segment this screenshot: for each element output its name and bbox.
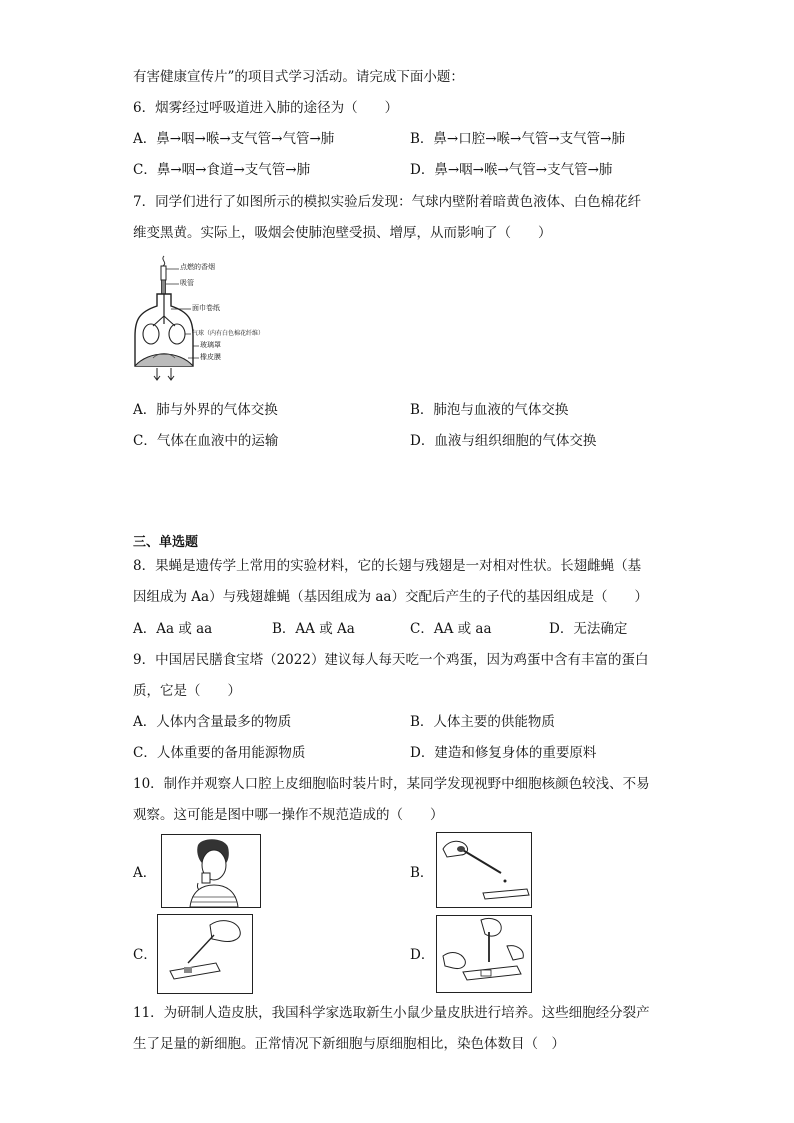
question-10-stem-line-2: 观察。这可能是图中哪一操作不规范造成的（ ）: [133, 807, 444, 823]
q9-option-a: A．人体内含量最多的物质: [133, 714, 292, 730]
q6-option-b: B．鼻→口腔→喉→气管→支气管→肺: [410, 131, 625, 147]
q8-option-d: D．无法确定: [549, 621, 628, 637]
q10-image-a-rinsing-mouth: [161, 834, 261, 908]
q6-option-a: A．鼻→咽→喉→支气管→气管→肺: [133, 131, 335, 147]
q10-option-a-letter: A．: [133, 865, 157, 881]
section-heading: 三、单选题: [133, 535, 199, 550]
q9-option-b: B．人体主要的供能物质: [410, 714, 555, 730]
q10-option-b-letter: B．: [410, 865, 434, 881]
bell-jar-figure: [133, 254, 283, 386]
q10-image-d-staining: [436, 915, 532, 993]
q8-option-b: B．AA 或 Aa: [272, 621, 355, 637]
bell-jar-drawing: [133, 254, 283, 386]
q6-option-c: C．鼻→咽→食道→支气管→肺: [133, 162, 311, 178]
q8-option-c: C．AA 或 aa: [410, 621, 492, 637]
question-10-stem-line-1: 10．制作并观察人口腔上皮细胞临时装片时，某同学发现视野中细胞核颜色较浅、不易: [133, 776, 650, 792]
q8-option-a: A．Aa 或 aa: [133, 621, 213, 637]
q7-option-a: A．肺与外界的气体交换: [133, 402, 278, 418]
q10-option-d-letter: D．: [410, 947, 435, 963]
q7-option-c: C．气体在血液中的运输: [133, 433, 279, 449]
figure-label-balloon: 气球（内有白色棉花纤维）: [192, 330, 265, 337]
intro-text: 有害健康宣传片”的项目式学习活动。请完成下面小题：: [133, 69, 464, 85]
question-7-stem-line-2: 维变黑黄。实际上，吸烟会使肺泡壁受损、增厚，从而影响了（ ）: [133, 225, 552, 241]
question-8-stem-line-2: 因组成为 Aa）与残翅雄蝇（基因组成为 aa）交配后产生的子代的基因组成是（ ）: [133, 589, 648, 605]
q9-option-d: D．建造和修复身体的重要原料: [410, 745, 597, 761]
question-9-stem-line-1: 9．中国居民膳食宝塔（2022）建议每人每天吃一个鸡蛋，因为鸡蛋中含有丰富的蛋白: [133, 652, 649, 668]
question-11-stem-line-2: 生了足量的新细胞。正常情况下新细胞与原细胞相比，染色体数目（ ）: [133, 1036, 565, 1052]
q10-image-c-toothpick-scraping: [157, 914, 253, 994]
q6-option-d: D．鼻→咽→喉→气管→支气管→肺: [410, 162, 613, 178]
figure-label-glass-jar: 玻璃罩: [200, 341, 221, 349]
q10-image-b-dropper-on-slide: [436, 832, 532, 908]
question-11-stem-line-1: 11．为研制人造皮肤，我国科学家选取新生小鼠少量皮肤进行培养。这些细胞经分裂产: [133, 1005, 650, 1021]
q10-option-c-letter: C．: [133, 947, 157, 963]
q7-option-d: D．血液与组织细胞的气体交换: [410, 433, 597, 449]
q7-option-b: B．肺泡与血液的气体交换: [410, 402, 569, 418]
question-8-stem-line-1: 8．果蝇是遗传学上常用的实验材料，它的长翅与残翅是一对相对性状。长翅雌蝇（基: [133, 558, 642, 574]
question-6-stem: 6．烟雾经过呼吸道进入肺的途径为（ ）: [133, 100, 399, 116]
question-9-stem-line-2: 质，它是（ ）: [133, 683, 241, 699]
figure-label-rubber-membrane: 橡皮膜: [200, 353, 221, 361]
figure-label-tissue: 面巾卷纸: [192, 304, 220, 312]
figure-label-cigarette: 点燃的香烟: [180, 263, 215, 271]
figure-label-straw: 吸管: [180, 279, 194, 287]
question-7-stem-line-1: 7．同学们进行了如图所示的模拟实验后发现：气球内壁附着暗黄色液体、白色棉花纤: [133, 194, 642, 210]
q9-option-c: C．人体重要的备用能源物质: [133, 745, 306, 761]
